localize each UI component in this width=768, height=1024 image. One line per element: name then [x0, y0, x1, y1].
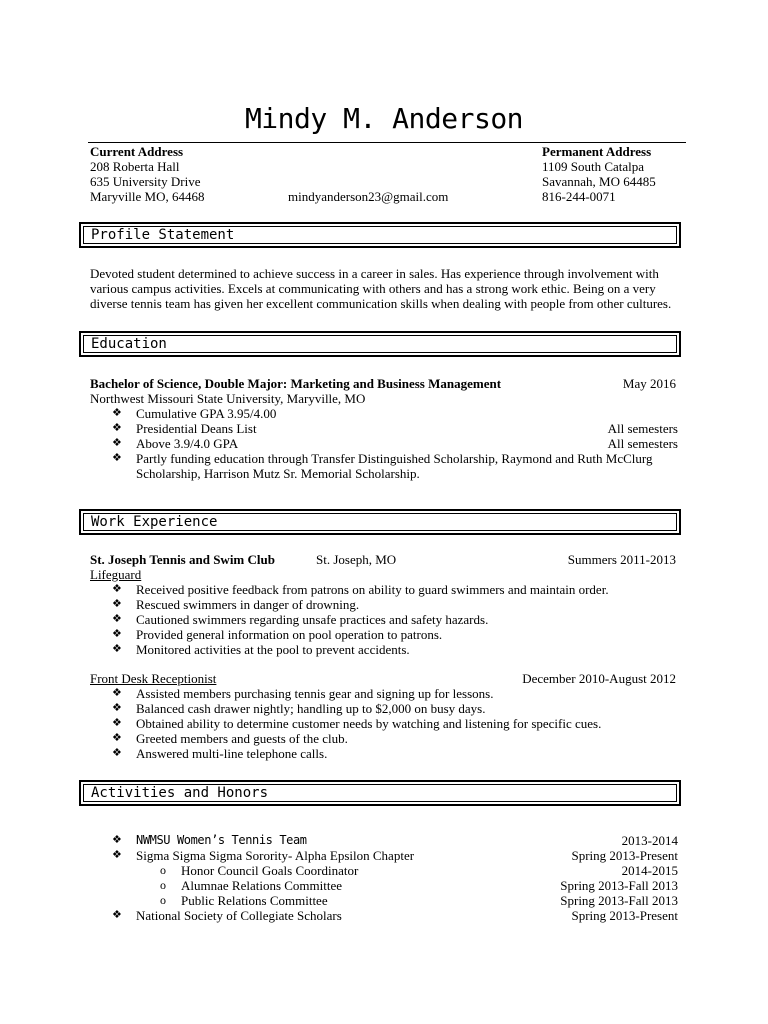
- diamond-bullet-icon: ❖: [112, 598, 122, 610]
- employer-location: St. Joseph, MO: [316, 552, 397, 567]
- sub-list-item: o Public Relations Committee Spring 2013-Fall 2013: [160, 893, 678, 908]
- diamond-bullet-icon: ❖: [112, 613, 122, 625]
- job-title-receptionist: Front Desk Receptionist: [90, 671, 217, 686]
- list-item: ❖ Presidential Deans List All semesters: [112, 421, 678, 436]
- list-item: ❖ Above 3.9/4.0 GPA All semesters: [112, 436, 678, 451]
- list-item: ❖ Partly funding education through Transfer Distinguished Scholarship, Raymond and Ruth McClurg Scholarship, Harrison Mutz Sr. Memorial Scholarship.: [112, 451, 653, 481]
- diamond-bullet-icon: ❖: [112, 643, 122, 655]
- employer-name: St. Joseph Tennis and Swim Club: [90, 552, 275, 567]
- sub-list-item: o Alumnae Relations Committee Spring 2013-Fall 2013: [160, 878, 678, 893]
- education-section-title: Education: [91, 336, 167, 352]
- job-title-lifeguard: Lifeguard: [90, 567, 142, 582]
- employment-dates: Summers 2011-2013: [567, 552, 676, 567]
- work-section-title: Work Experience: [91, 514, 218, 530]
- current-address-line1: 208 Roberta Hall: [90, 159, 180, 174]
- current-address-line3: Maryville MO, 64468: [90, 189, 205, 204]
- diamond-bullet-icon: ❖: [112, 717, 122, 729]
- name-divider: [88, 142, 686, 143]
- profile-section-title: Profile Statement: [91, 227, 235, 243]
- degree-title: Bachelor of Science, Double Major: Marketing and Business Management: [90, 376, 502, 391]
- profile-line-2: various campus activities. Excels at communicating with others and has a strong work ethic. Being on a very: [90, 281, 656, 296]
- education-section-header: [79, 331, 681, 357]
- list-item: ❖ Monitored activities at the pool to prevent accidents.: [112, 642, 410, 657]
- current-address: [90, 144, 204, 204]
- activities-section-title: Activities and Honors: [91, 785, 269, 801]
- circle-bullet-icon: o: [160, 893, 166, 907]
- permanent-address: [542, 144, 656, 204]
- list-item: ❖ Rescued swimmers in danger of drowning.: [112, 597, 360, 612]
- diamond-bullet-icon: ❖: [112, 687, 122, 699]
- profile-section-header: [79, 222, 681, 248]
- list-item: ❖ Greeted members and guests of the club.: [112, 731, 348, 746]
- diamond-bullet-icon: ❖: [112, 909, 122, 921]
- work-section-header: [79, 509, 681, 535]
- diamond-bullet-icon: ❖: [112, 849, 122, 861]
- list-item: ❖ NWMSU Women’s Tennis Team 2013-2014: [112, 833, 678, 848]
- list-item: ❖ Sigma Sigma Sigma Sorority- Alpha Epsilon Chapter Spring 2013-Present: [112, 848, 678, 863]
- permanent-phone: 816-244-0071: [542, 189, 616, 204]
- degree-date: May 2016: [622, 376, 676, 391]
- list-item: ❖ Provided general information on pool operation to patrons.: [112, 627, 443, 642]
- receptionist-duties-list: [112, 686, 678, 761]
- list-item: ❖ Received positive feedback from patrons on ability to guard swimmers and maintain order.: [112, 582, 609, 597]
- list-item: ❖ Answered multi-line telephone calls.: [112, 746, 328, 761]
- profile-line-1: Devoted student determined to achieve success in a career in sales. Has experience through involvement with: [90, 266, 659, 281]
- list-item: ❖ Balanced cash drawer nightly; handling up to $2,000 on busy days.: [112, 701, 486, 716]
- resume-name: Mindy M. Anderson: [244, 102, 524, 135]
- activities-list: [112, 833, 678, 923]
- diamond-bullet-icon: ❖: [112, 422, 122, 434]
- receptionist-dates: December 2010-August 2012: [522, 671, 676, 686]
- circle-bullet-icon: o: [160, 863, 166, 877]
- diamond-bullet-icon: ❖: [112, 407, 122, 419]
- current-address-heading: Current Address: [90, 144, 184, 159]
- list-item: ❖ Obtained ability to determine customer needs by watching and listening for specific cues.: [112, 716, 602, 731]
- diamond-bullet-icon: ❖: [112, 437, 122, 449]
- diamond-bullet-icon: ❖: [112, 747, 122, 759]
- lifeguard-duties-list: [112, 582, 678, 657]
- list-item: ❖ Assisted members purchasing tennis gear and signing up for lessons.: [112, 686, 494, 701]
- permanent-address-line1: 1109 South Catalpa: [542, 159, 645, 174]
- school-name: Northwest Missouri State University, Maryville, MO: [90, 391, 366, 406]
- education-list: [112, 406, 678, 481]
- circle-bullet-icon: o: [160, 878, 166, 892]
- list-item: ❖ National Society of Collegiate Scholars Spring 2013-Present: [112, 908, 678, 923]
- email-address[interactable]: mindyanderson23@gmail.com: [288, 189, 449, 204]
- diamond-bullet-icon: ❖: [112, 834, 122, 846]
- diamond-bullet-icon: ❖: [112, 732, 122, 744]
- diamond-bullet-icon: ❖: [112, 583, 122, 595]
- permanent-address-heading: Permanent Address: [542, 144, 652, 159]
- activities-section-header: [79, 780, 681, 806]
- current-address-line2: 635 University Drive: [90, 174, 201, 189]
- list-item: ❖ Cautioned swimmers regarding unsafe practices and safety hazards.: [112, 612, 489, 627]
- permanent-address-line2: Savannah, MO 64485: [542, 174, 656, 189]
- diamond-bullet-icon: ❖: [112, 628, 122, 640]
- sub-list-item: o Honor Council Goals Coordinator 2014-2015: [160, 863, 678, 878]
- diamond-bullet-icon: ❖: [112, 702, 122, 714]
- diamond-bullet-icon: ❖: [112, 452, 122, 464]
- list-item: ❖ Cumulative GPA 3.95/4.00: [112, 406, 277, 421]
- profile-line-3: diverse tennis team has given her excellent communication skills when dealing with people from other cultures.: [90, 296, 672, 311]
